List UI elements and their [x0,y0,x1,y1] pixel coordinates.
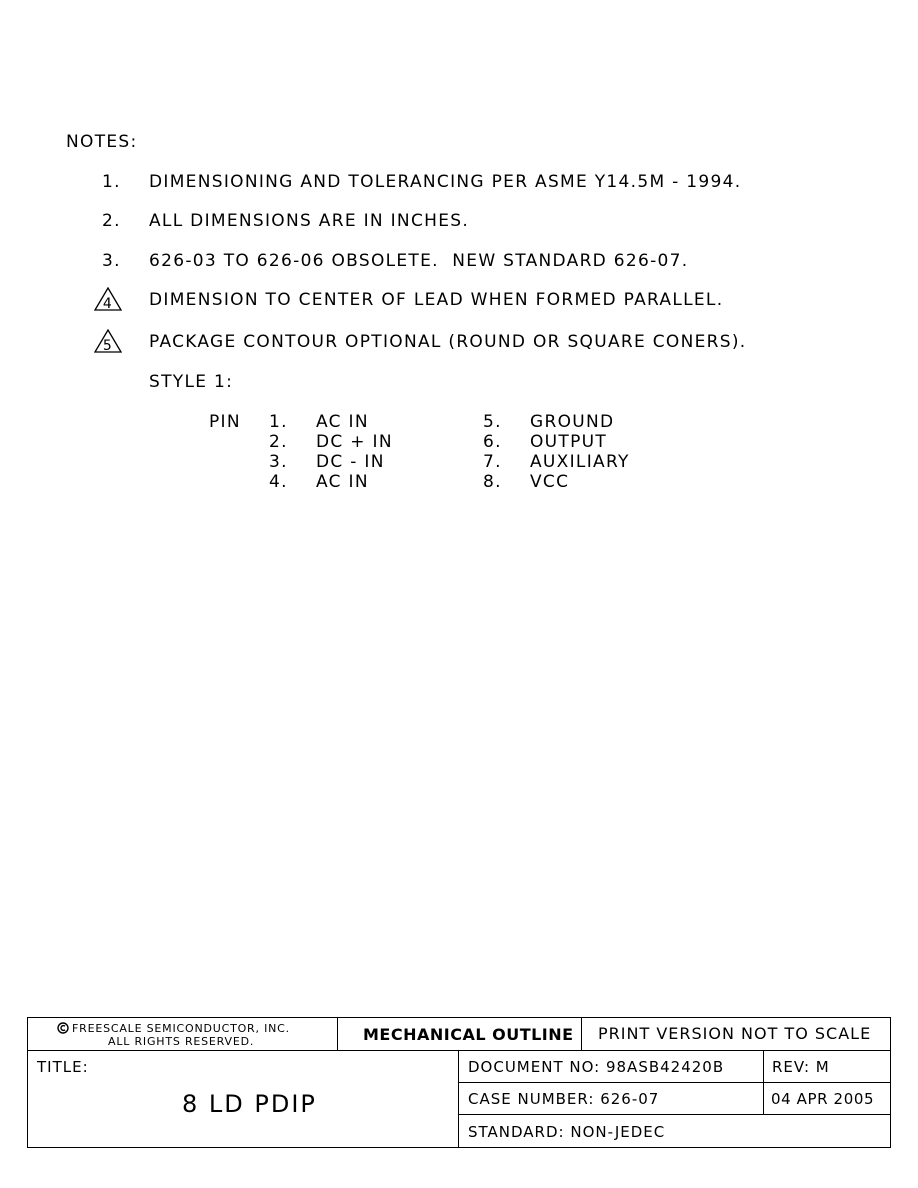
mechanical-outline-label: MECHANICAL OUTLINE [363,1025,574,1044]
divider [458,1114,891,1115]
pin-number: 1. [269,412,288,432]
pin-number: 5. [483,412,502,432]
revision-date: 04 APR 2005 [771,1090,875,1108]
triangle-note-icon [94,329,122,353]
triangle-note-icon [94,287,122,311]
standard: STANDARD: NON-JEDEC [468,1123,666,1141]
pin-name: DC + IN [316,432,393,452]
divider [458,1082,891,1083]
pin-label: PIN [209,412,241,432]
print-version-label: PRINT VERSION NOT TO SCALE [598,1024,872,1043]
pin-name: AUXILIARY [530,452,630,472]
note-marker-5: 5 [102,338,114,353]
note-number-2: 2. [102,211,121,231]
title-label: TITLE: [37,1058,89,1076]
document-number: DOCUMENT NO: 98ASB42420B [468,1058,725,1076]
pin-name: AC IN [316,472,369,492]
pin-number: 3. [269,452,288,472]
note-number-1: 1. [102,172,121,192]
pin-name: GROUND [530,412,615,432]
notes-heading: NOTES: [66,132,138,152]
note-text-3: 626-03 TO 626-06 OBSOLETE. NEW STANDARD 626-07. [149,251,689,271]
note-text-4: DIMENSION TO CENTER OF LEAD WHEN FORMED PARALLEL. [149,290,724,310]
copyright-text: FREESCALE SEMICONDUCTOR, INC. [72,1022,290,1035]
pin-number: 4. [269,472,288,492]
note-text-1: DIMENSIONING AND TOLERANCING PER ASME Y14.5M - 1994. [149,172,742,192]
pin-number: 6. [483,432,502,452]
divider [763,1050,764,1114]
note-marker-4: 4 [102,296,114,311]
pin-name: DC - IN [316,452,385,472]
pin-name: VCC [530,472,570,492]
copyright-icon [57,1022,69,1034]
pin-number: 2. [269,432,288,452]
note-number-3: 3. [102,251,121,271]
note-text-5: PACKAGE CONTOUR OPTIONAL (ROUND OR SQUARE CONERS). [149,332,747,352]
rights-text: ALL RIGHTS RESERVED. [108,1035,255,1048]
divider [337,1017,338,1050]
note-text-2: ALL DIMENSIONS ARE IN INCHES. [149,211,470,231]
style-label: STYLE 1: [149,372,234,392]
pin-number: 7. [483,452,502,472]
divider [581,1017,582,1050]
case-number: CASE NUMBER: 626-07 [468,1090,660,1108]
document-title: 8 LD PDIP [182,1090,317,1118]
revision: REV: M [772,1058,830,1076]
divider [27,1050,891,1051]
pin-number: 8. [483,472,502,492]
pin-name: OUTPUT [530,432,608,452]
pin-name: AC IN [316,412,369,432]
divider [458,1050,459,1148]
